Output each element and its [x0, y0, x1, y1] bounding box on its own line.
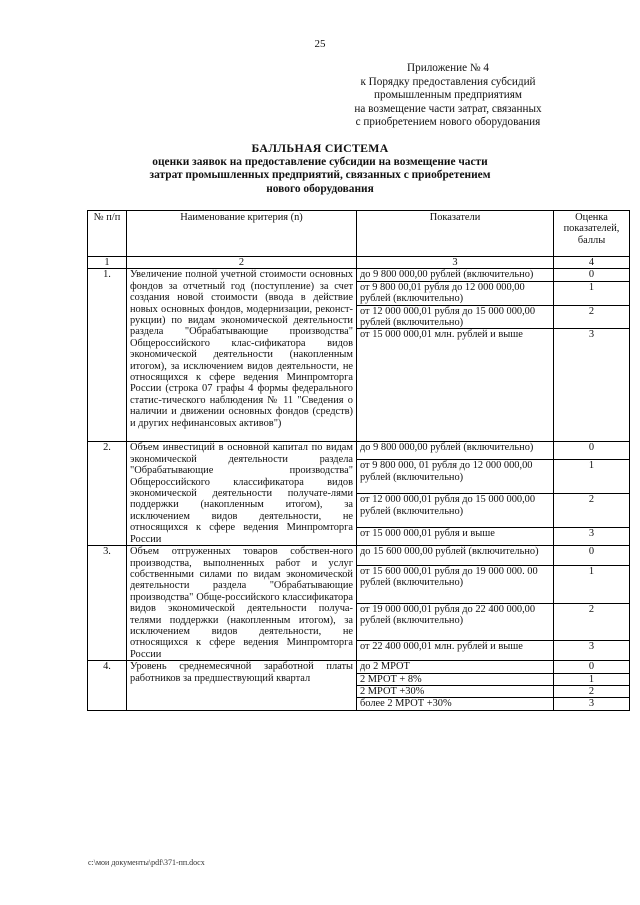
title-main: БАЛЛЬНАЯ СИСТЕМА	[251, 141, 389, 155]
indicator-cell: от 12 000 000,01 рубля до 15 000 000,00 рублей (включительно)	[357, 494, 554, 528]
table-index-row	[88, 257, 630, 269]
indicator-cell: от 22 400 000,01 млн. рублей и выше	[357, 641, 554, 661]
row-number: 1.	[88, 269, 127, 442]
header-num: № п/п	[88, 211, 127, 257]
document-title	[130, 142, 510, 196]
header-score: Оценка показателей, баллы	[554, 211, 630, 257]
file-path-footer: c:\мои документы\pdf\371-пп.docx	[88, 858, 205, 867]
score-cell: 0	[554, 269, 630, 281]
row-number: 4.	[88, 661, 127, 711]
column-index: 4	[554, 257, 630, 269]
indicator-cell: до 9 800 000,00 рублей (включительно)	[357, 442, 554, 460]
row-number: 3.	[88, 546, 127, 661]
title-subtitle-line: затрат промышленных предприятий, связанных с приобретением	[149, 169, 491, 181]
header-criterion: Наименование критерия (n)	[127, 211, 357, 257]
scoring-table	[87, 210, 630, 711]
column-index: 1	[88, 257, 127, 269]
score-cell: 0	[554, 442, 630, 460]
indicator-cell: от 9 800 00,01 рубля до 12 000 000,00 рублей (включительно)	[357, 281, 554, 305]
indicator-cell: до 9 800 000,00 рублей (включительно)	[357, 269, 554, 281]
indicator-cell: от 15 600 000,01 рубля до 19 000 000. 00 рублей (включительно)	[357, 565, 554, 603]
indicator-cell: от 12 000 000,01 рубля до 15 000 000,00 рублей (включительно)	[357, 305, 554, 329]
criterion-cell: Объем инвестиций в основной капитал по видам экономической деятельности раздела "Обрабатывающие производства" Общероссийского классификатора видов экономической деятельности получате-лями поддержки (накопленным итогом), за исключением видов деятельности, не относящихся к сфере ведения Минпромторга России	[127, 442, 357, 546]
score-cell: 3	[554, 698, 630, 710]
indicator-cell: от 15 000 000,01 млн. рублей и выше	[357, 329, 554, 442]
score-cell: 1	[554, 565, 630, 603]
page-number: 25	[314, 38, 326, 50]
score-cell: 1	[554, 281, 630, 305]
appendix-line: к Порядку предоставления субсидий	[360, 75, 536, 88]
indicator-cell: от 15 000 000,01 рубля и выше	[357, 528, 554, 546]
score-cell: 2	[554, 685, 630, 697]
table-row	[88, 661, 630, 673]
indicator-cell: от 19 000 000,01 рубля до 22 400 000,00 рублей (включительно)	[357, 603, 554, 641]
table-row	[88, 269, 630, 281]
indicator-cell: до 15 600 000,00 рублей (включительно)	[357, 546, 554, 566]
score-cell: 0	[554, 661, 630, 673]
score-cell: 2	[554, 603, 630, 641]
indicator-cell: от 9 800 000, 01 рубля до 12 000 000,00 рублей (включительно)	[357, 460, 554, 494]
indicator-cell: до 2 МРОТ	[357, 661, 554, 673]
table-row	[88, 546, 630, 566]
appendix-line: с приобретением нового оборудования	[355, 116, 541, 129]
criterion-cell: Уровень среднемесячной заработной платы работников за предшествующий квартал	[127, 661, 357, 711]
criterion-cell: Увеличение полной учетной стоимости основных фондов за отчетный год (поступление) за счет создания новой стоимости (ввода в действие новых основных фондов, модернизации, реконст-рукции) по видам экономической деятельности раздела "Обрабатывающие производства" Общероссийского клас-сификатора видов экономической деятельности (накопленным итогом), за исключением видов деятельности, не относящихся к сфере ведения Минпромторга России (строка 07 графы 4 формы федерального статис-тического наблюдения № 11 "Сведения о наличии и движении основных фондов (средств) и других нефинансовых активов")	[127, 269, 357, 442]
appendix-line: Приложение № 4	[407, 62, 489, 74]
score-cell: 1	[554, 673, 630, 685]
criterion-cell: Объем отгруженных товаров собствен-ного производства, выполненных работ и услуг собственными силами по видам экономической деятельности раздела "Обрабатывающие производства" Обще-российского классификатора видов экономической деятельности получа-телями поддержки (накопленным итогом), за исключением видов деятельности, не относящихся к сфере ведения Минпромторга России	[127, 546, 357, 661]
indicator-cell: более 2 МРОТ +30%	[357, 698, 554, 710]
appendix-line: промышленным предприятиям	[374, 89, 522, 102]
indicator-cell: 2 МРОТ +30%	[357, 685, 554, 697]
score-cell: 3	[554, 329, 630, 442]
row-number: 2.	[88, 442, 127, 546]
score-cell: 2	[554, 305, 630, 329]
header-indicators: Показатели	[357, 211, 554, 257]
appendix-line: на возмещение части затрат, связанных	[354, 102, 542, 115]
column-index: 2	[127, 257, 357, 269]
title-subtitle-line: нового оборудования	[266, 182, 374, 195]
score-cell: 2	[554, 494, 630, 528]
score-cell: 3	[554, 528, 630, 546]
score-cell: 3	[554, 641, 630, 661]
title-subtitle-line: оценки заявок на предоставление субсидии на возмещение части	[152, 155, 488, 168]
column-index: 3	[357, 257, 554, 269]
table-row	[88, 442, 630, 460]
score-cell: 0	[554, 546, 630, 566]
table-header-row	[88, 211, 630, 257]
indicator-cell: 2 МРОТ + 8%	[357, 673, 554, 685]
appendix-note	[330, 62, 566, 130]
score-cell: 1	[554, 460, 630, 494]
